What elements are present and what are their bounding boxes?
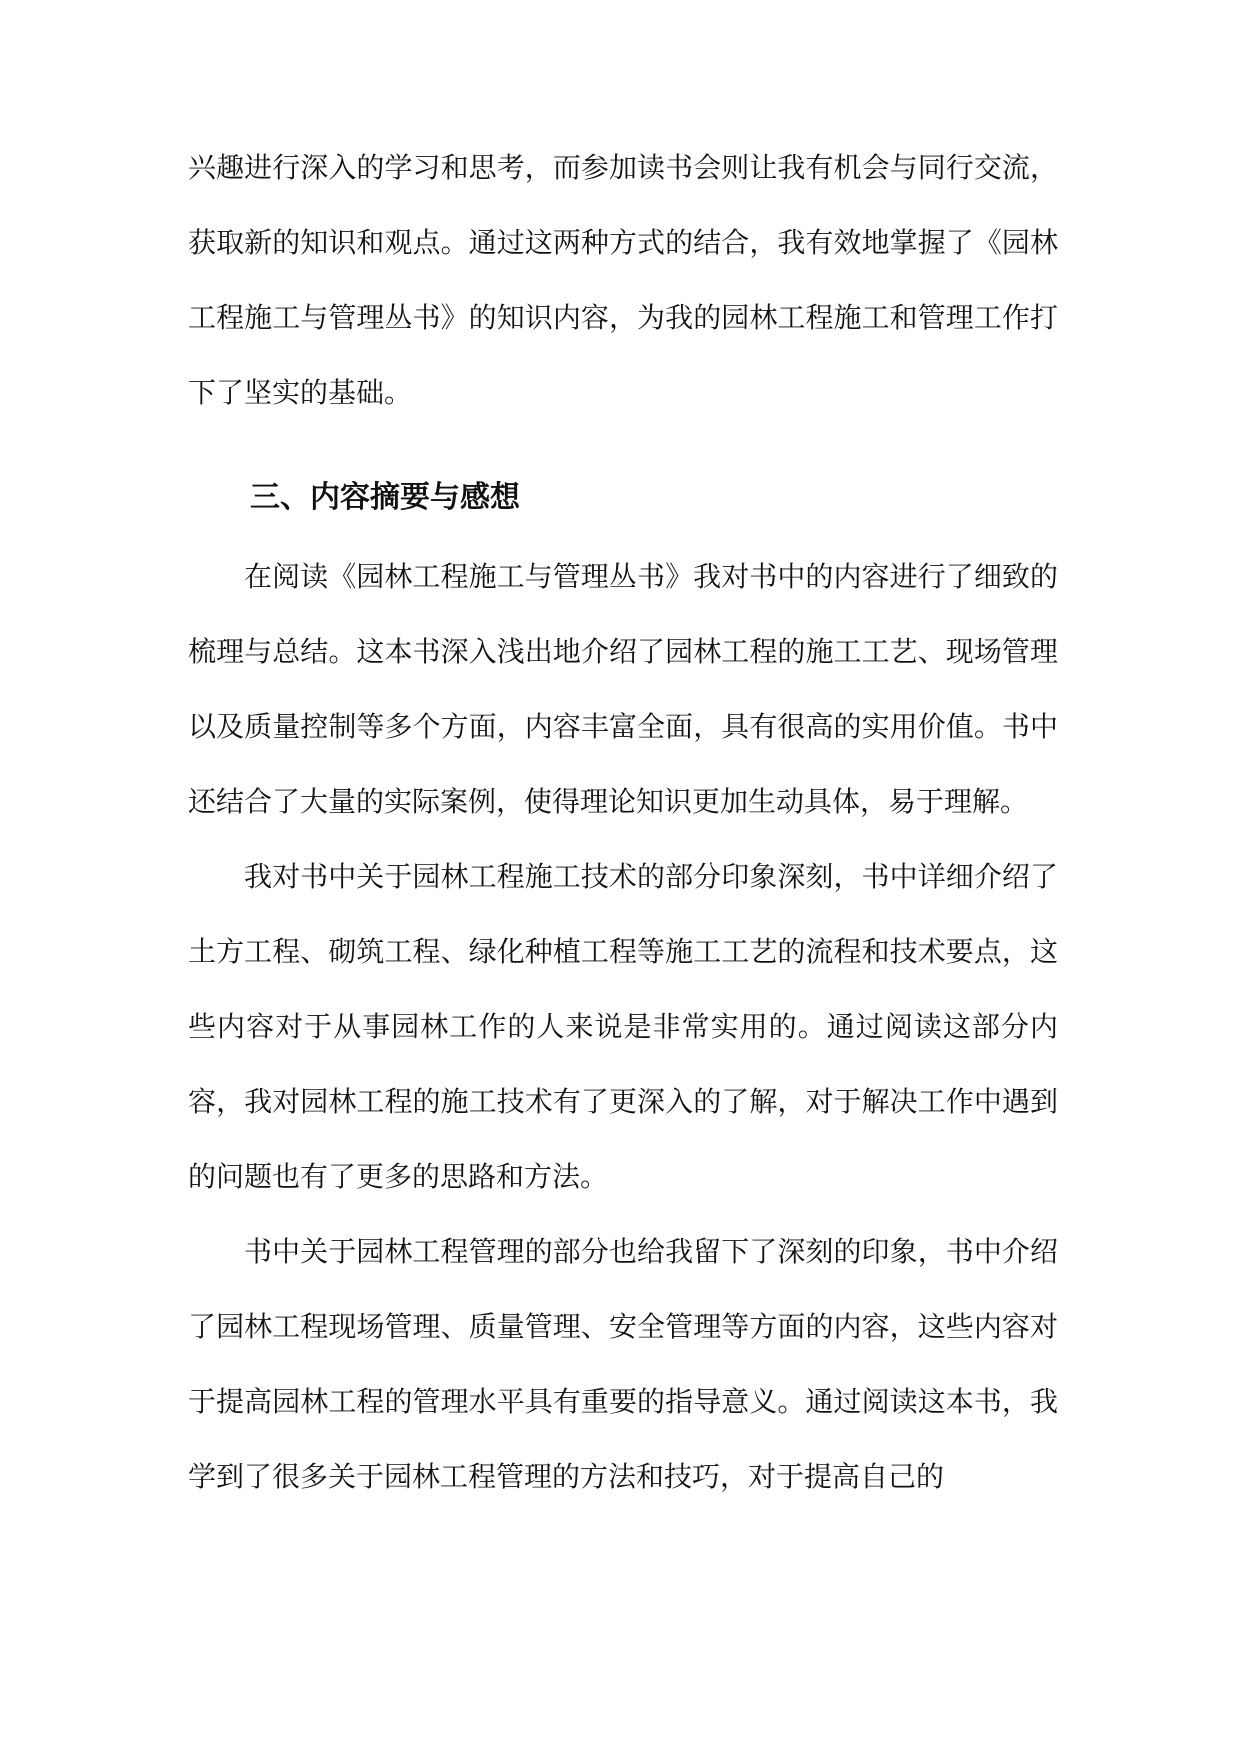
paragraph-summary: 在阅读《园林工程施工与管理丛书》我对书中的内容进行了细致的梳理与总结。这本书深入浅出地介绍了园林工程的施工工艺、现场管理以及质量控制等多个方面，内容丰富全面，具有很高的实用价值。书中还结合了大量的实际案例，使得理论知识更加生动具体，易于理解。 (188, 560, 1058, 818)
document-body (188, 130, 1058, 1514)
paragraph-construction-tech: 我对书中关于园林工程施工技术的部分印象深刻，书中详细介绍了土方工程、砌筑工程、绿化种植工程等施工工艺的流程和技术要点，这些内容对于从事园林工作的人来说是非常实用的。通过阅读这部分内容，我对园林工程的施工技术有了更深入的了解，对于解决工作中遇到的问题也有了更多的思路和方法。 (188, 860, 1058, 1193)
section-heading: 三、内容摘要与感想 (250, 480, 520, 515)
paragraph-continued: 兴趣进行深入的学习和思考，而参加读书会则让我有机会与同行交流，获取新的知识和观点。通过这两种方式的结合，我有效地掌握了《园林工程施工与管理丛书》的知识内容，为我的园林工程施工和管理工作打下了坚实的基础。 (188, 151, 1058, 409)
paragraph-management: 书中关于园林工程管理的部分也给我留下了深刻的印象，书中介绍了园林工程现场管理、质量管理、安全管理等方面的内容，这些内容对于提高园林工程的管理水平具有重要的指导意义。通过阅读这本书，我学到了很多关于园林工程管理的方法和技巧，对于提高自己的 (188, 1235, 1058, 1493)
